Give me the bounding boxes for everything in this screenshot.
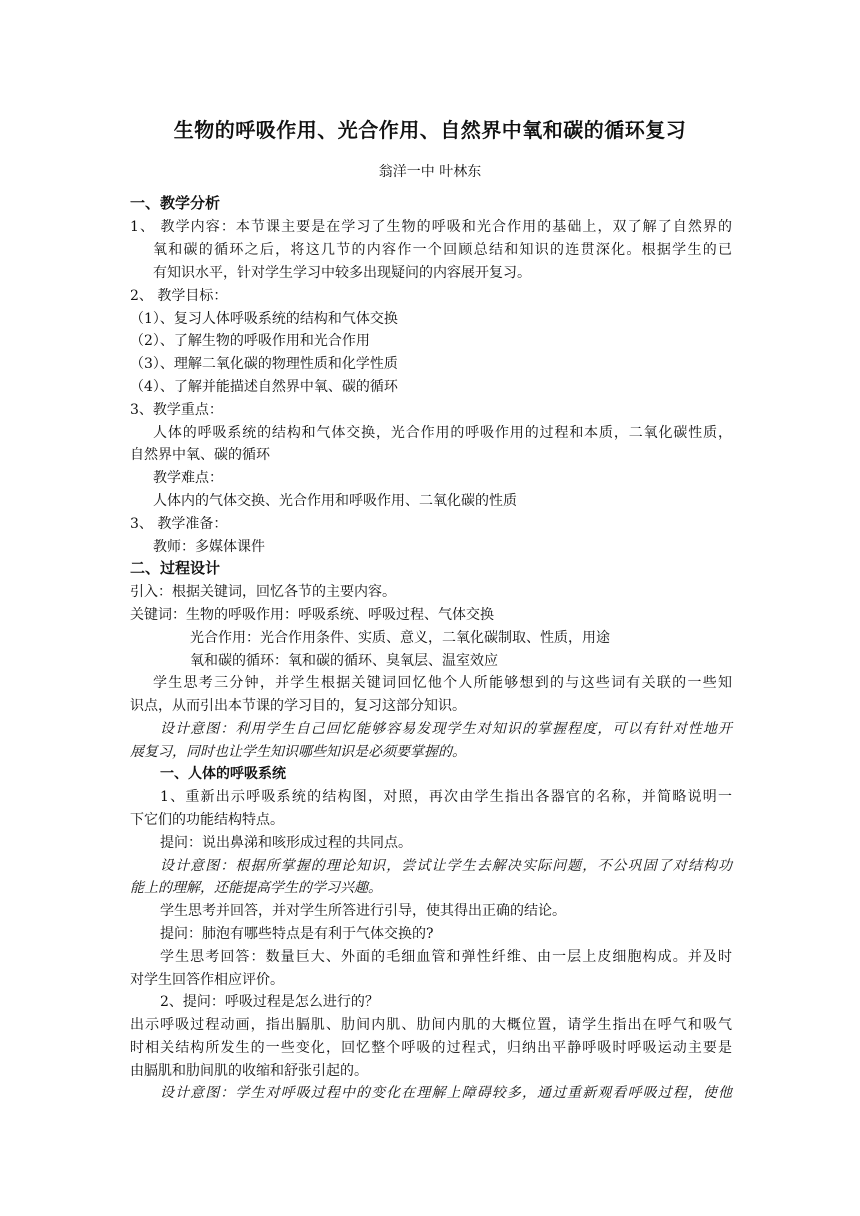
list-item: （1）、复习人体呼吸系统的结构和气体交换 [130,311,398,327]
paragraph-line: 氧和碳的循环之后，将这几节的内容作一个回顾总结和知识的连贯深化。根据学生的已 [153,242,732,258]
paragraph-line: 关键词：生物的呼吸作用：呼吸系统、呼吸过程、气体交换 [130,607,494,623]
list-item: （2）、了解生物的呼吸作用和光合作用 [130,333,370,349]
paragraph-line: 对学生回答作相应评价。 [130,972,284,988]
paragraph-line: 教师：多媒体课件 [153,539,265,555]
design-intent-line: 能上的理解，还能提高学生的学习兴趣。 [130,880,382,896]
paragraph-line: 光合作用：光合作用条件、实质、意义，二氧化碳制取、性质，用途 [190,630,610,646]
design-intent-line: 设计意图：利用学生自己回忆能够容易发现学生对知识的掌握程度，可以有针对性地开 [160,721,732,737]
paragraph-line: 3、 教学准备： [130,516,228,532]
paragraph-line: 2、 教学目标： [130,288,228,304]
paragraph-line: 人体的呼吸系统的结构和气体交换，光合作用的呼吸作用的过程和本质，二氧化碳性质， [153,425,732,441]
paragraph-line: 2、提问：呼吸过程是怎么进行的？ [160,994,379,1010]
document-title: 生物的呼吸作用、光合作用、自然界中氧和碳的循环复习 [173,118,687,142]
paragraph-line: 自然界中氧、碳的循环 [130,447,270,463]
paragraph-line: 1、 教学内容：本节课主要是在学习了生物的呼吸和光合作用的基础上，双了解了自然界的 [130,219,732,235]
paragraph-line: 提问：说出鼻涕和咳形成过程的共同点。 [160,835,412,851]
paragraph-line: 提问：肺泡有哪些特点是有利于气体交换的? [160,926,434,942]
paragraph-line: 学生思考并回答，并对学生所答进行引导，使其得出正确的结论。 [160,903,566,919]
list-item: （3）、理解二氧化碳的物理性质和化学性质 [130,356,398,372]
paragraph-line: 学生思考回答：数量巨大、外面的毛细血管和弹性纤维、由一层上皮细胞构成。并及时 [160,949,732,965]
paragraph-line: 出示呼吸过程动画，指出膈肌、肋间内肌、肋间内肌的大概位置，请学生指出在呼气和吸气 [130,1017,732,1033]
paragraph-line: 由膈肌和肋间肌的收缩和舒张引起的。 [130,1063,368,1079]
design-intent-line: 展复习，同时也让学生知识哪些知识是必须要掌握的。 [130,744,466,760]
paragraph-line: 学生思考三分钟，并学生根据关键词回忆他个人所能够想到的与这些词有关联的一些知 [153,675,732,691]
design-intent-line: 设计意图：根据所掌握的理论知识，尝试让学生去解决实际问题，不公巩固了对结构功 [160,858,732,874]
paragraph-line: 人体内的气体交换、光合作用和呼吸作用、二氧化碳的性质 [153,493,517,509]
paragraph-line: 教学难点： [153,470,223,486]
section-heading-process-design: 二、过程设计 [130,559,221,577]
paragraph-line: 氧和碳的循环：氧和碳的循环、臭氧层、温室效应 [190,653,498,669]
author-line: 翁洋一中 叶林东 [378,164,482,180]
paragraph-line: 3、教学重点： [130,402,223,418]
paragraph-line: 引入：根据关键词，回忆各节的主要内容。 [130,584,396,600]
paragraph-line: 有知识水平，针对学生学习中较多出现疑问的内容展开复习。 [153,265,531,281]
list-item: （4）、了解并能描述自然界中氧、碳的循环 [130,379,398,395]
paragraph-line: 时相关结构所发生的一些变化，回忆整个呼吸的过程式，归纳出平静呼吸时呼吸运动主要是 [130,1040,732,1056]
subsection-heading-respiratory-system: 一、人体的呼吸系统 [160,766,286,782]
section-heading-teaching-analysis: 一、教学分析 [130,194,221,212]
paragraph-line: 1、重新出示呼吸系统的结构图，对照，再次由学生指出各器官的名称，并简略说明一 [160,789,732,805]
paragraph-line: 下它们的功能结构特点。 [130,812,284,828]
paragraph-line: 识点，从而引出本节课的学习目的，复习这部分知识。 [130,698,466,714]
design-intent-line: 设计意图：学生对呼吸过程中的变化在理解上障碍较多，通过重新观看呼吸过程，使他 [160,1085,732,1101]
